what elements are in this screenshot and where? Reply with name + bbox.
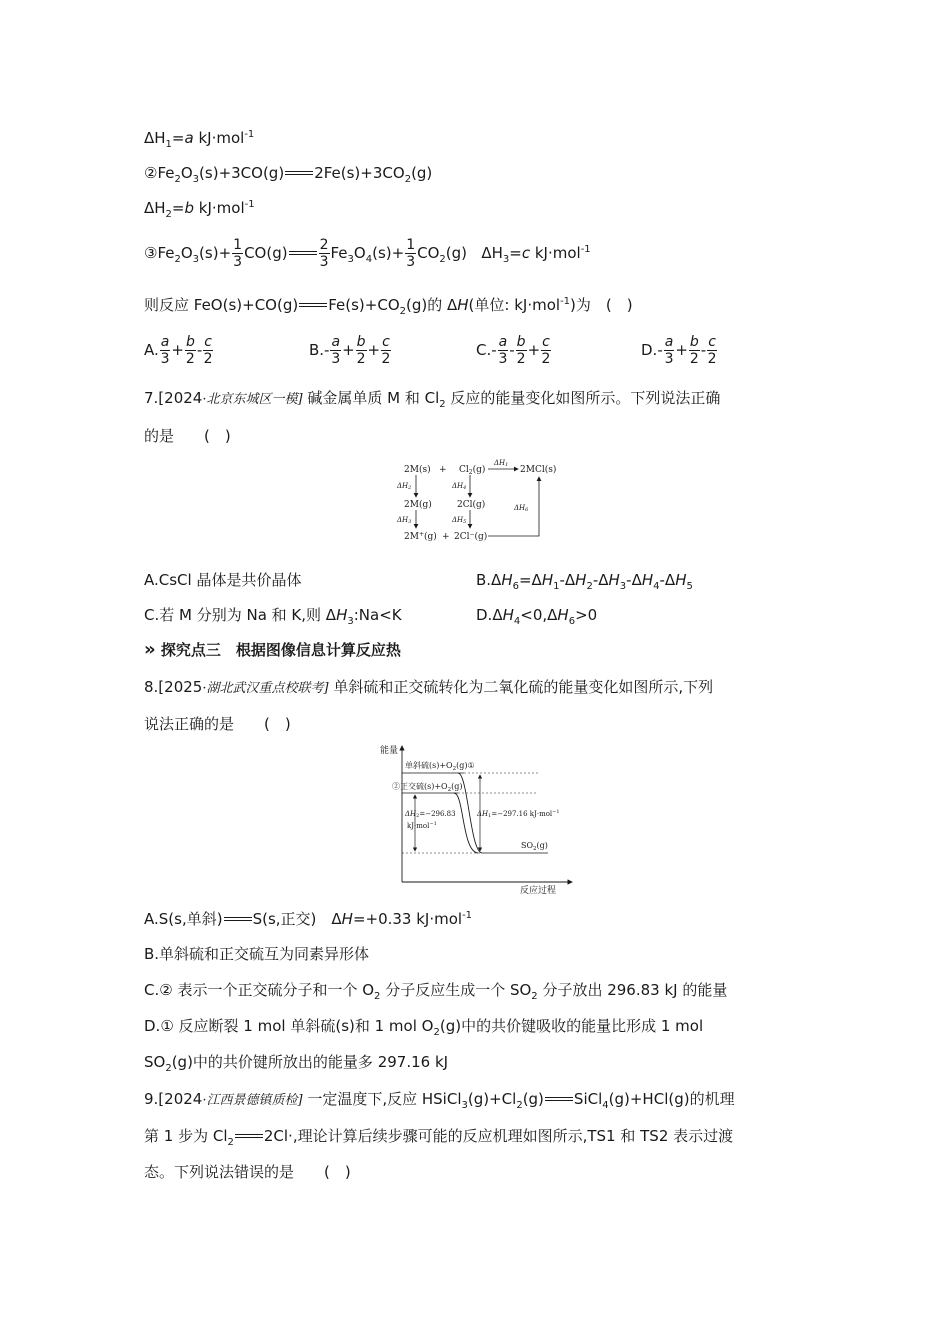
fraction: $\frac{c}{2}$: [381, 334, 391, 367]
question-7-stem: 7.[2024·北京东城区一模] 碱金属单质 M 和 $Cl_2$ 反应的能量变化如图所示。下列说法正确: [144, 389, 721, 410]
fig7-2m-s: 2M(s): [404, 465, 431, 475]
section-heading: » 探究点三 根据图像信息计算反应热: [144, 639, 401, 660]
svg-text:反应过程: 反应过程: [520, 886, 557, 896]
equals-sign-icon: [544, 1095, 574, 1105]
fraction: $\frac{c}{2}$: [541, 334, 551, 367]
svg-text:+: +: [439, 465, 447, 475]
svg-text:单斜硫(s)+O2(g)①: 单斜硫$(s)+O_2(g)①$: [405, 761, 475, 772]
svg-text:SO2(g): $SO_2(g)$: [521, 841, 548, 852]
q7-option-c: C.若 M 分别为 Na 和 K,则 $\Delta H_3:Na<K$: [144, 606, 402, 627]
fraction: $\frac{b}{2}$: [185, 334, 195, 367]
equals-sign-icon: [288, 249, 318, 259]
svg-text:2M(g): 2M(g): [404, 500, 432, 510]
svg-text:2MCl(s): 2MCl(s): [520, 465, 557, 475]
q8-option-d: D.① 反应断裂 1 mol 单斜硫(s)和 1 mol $O_2(g)$中的共价键吸收的能量比形成 1 mol: [144, 1017, 704, 1038]
q6-option-d: D.- $\frac{a}{3}$ + $\frac{b}{2}$ - $\frac{c}{2}$: [641, 334, 717, 367]
double-chevron-icon: »: [144, 639, 156, 660]
fraction: $\frac{a}{3}$: [331, 334, 341, 367]
svg-text:ΔH2=−296.83: ΔH2=−296.83: [405, 810, 456, 819]
q8-option-b: B.单斜硫和正交硫互为同素异形体: [144, 945, 370, 963]
svg-text:2M+(g): 2M+(g): [404, 531, 437, 542]
q6-option-b: B.- $\frac{a}{3}$ + $\frac{b}{2}$ + $\frac{c}{2}$: [309, 334, 391, 367]
svg-text:+: +: [442, 532, 450, 542]
born-haber-cycle-diagram: [392, 455, 557, 547]
energy-level-diagram: [378, 740, 574, 896]
svg-text:ΔH1: ΔH1: [494, 459, 509, 468]
equals-sign-icon: [298, 301, 328, 311]
svg-text:ΔH5: ΔH5: [452, 516, 467, 525]
question-8-stem: 8.[2025·湖北武汉重点校联考] 单斜硫和正交硫转化为二氧化硫的能量变化如图所示,下列: [144, 678, 714, 696]
fraction: $\frac{b}{2}$: [356, 334, 366, 367]
dh2-line: $\Delta H_2=b$ kJ·mol$^{-1}$: [144, 199, 255, 220]
question-9-stem-line2: 第 1 步为 $Cl_2$ 2Cl·,理论计算后续步骤可能的反应机理如图所示,TS1 和 TS2 表示过渡: [144, 1127, 734, 1148]
q6-option-c: C.- $\frac{a}{3}$ - $\frac{b}{2}$ + $\frac{c}{2}$: [476, 334, 551, 367]
fraction: $\frac{b}{2}$: [689, 334, 699, 367]
svg-text:2Cl−(g): 2Cl−(g): [454, 531, 488, 542]
fraction: $\frac{1}{3}$: [233, 237, 243, 270]
reaction-3: $③Fe_2O_3(s)+$ $\frac{1}{3}$ CO(g) $\frac{2}{3}$ $Fe_3O_4(s)+$ $\frac{1}{3}$ $CO_2(g)$ $\Delta H_3=c$ kJ·mol$^{-1}$: [144, 237, 591, 270]
q8-option-d-line2: $SO_2(g)$中的共价键所放出的能量多 297.16 kJ: [144, 1053, 449, 1074]
svg-text:ΔH1=−297.16 kJ·mol−1: ΔH1=−297.16 kJ·mol$^{-1}$: [477, 809, 560, 819]
svg-text:ΔH2: ΔH2: [397, 482, 412, 491]
q7-option-a: A.CsCl 晶体是共价晶体: [144, 571, 302, 589]
fraction: $\frac{a}{3}$: [498, 334, 508, 367]
question-9-stem: 9.[2024·江西景德镇质检] 一定温度下,反应 $HSiCl_3(g)+Cl_2(g)$ SiCl$_4$(g)+HCl(g)的机理: [144, 1090, 735, 1111]
q8-option-a: A.S(s,单斜) S(s,正交) ΔH=+0.33 kJ·mol$^{-1}$: [144, 910, 473, 928]
fraction: $\frac{c}{2}$: [203, 334, 213, 367]
equals-sign-icon: [223, 915, 253, 925]
svg-text:2Cl(g): 2Cl(g): [457, 500, 486, 510]
q7-option-b: $B.\Delta H_6=\Delta H_1-\Delta H_2-\Delta H_3-\Delta H_4-\Delta H_5$: [476, 571, 693, 592]
equals-sign-icon: [234, 1132, 264, 1142]
svg-text:能量: 能量: [380, 746, 399, 756]
q6-option-a: A. $\frac{a}{3}$ + $\frac{b}{2}$ - $\frac{c}{2}$: [144, 334, 213, 367]
q8-option-c: C.② 表示一个正交硫分子和一个 $O_2$ 分子反应生成一个 $SO_2$ 分子放出 296.83 kJ 的能量: [144, 981, 728, 1002]
equals-sign-icon: [284, 169, 314, 179]
q7-option-d: $D.\Delta H_4<0,\Delta H_6>0$: [476, 606, 598, 627]
question-6-stem: 则反应 FeO(s)+CO(g) $Fe(s)+CO_2(g)$的 ΔH(单位: kJ·mol$^{-1}$)为 ( ): [144, 296, 633, 317]
fraction: $\frac{2}{3}$: [319, 237, 329, 270]
question-7-stem-line2: 的是 ( ): [144, 427, 231, 445]
svg-text:ΔH4: ΔH4: [452, 482, 467, 491]
fraction: $\frac{c}{2}$: [707, 334, 717, 367]
reaction-2: $②Fe_2O_3(s)+3CO(g)$ $2Fe(s)+3CO_2(g)$: [144, 164, 433, 185]
fraction: $\frac{b}{2}$: [516, 334, 526, 367]
question-8-stem-line2: 说法正确的是 ( ): [144, 715, 291, 733]
question-9-stem-line3: 态。下列说法错误的是 ( ): [144, 1163, 351, 1181]
svg-text:kJ·mol−1: kJ·mol$^{-1}$: [407, 821, 437, 830]
fraction: $\frac{a}{3}$: [160, 334, 170, 367]
fraction: $\frac{a}{3}$: [664, 334, 674, 367]
svg-text:ΔH3: ΔH3: [397, 516, 412, 525]
svg-text:ΔH6: ΔH6: [514, 504, 529, 513]
fraction: $\frac{1}{3}$: [406, 237, 416, 270]
dh1-line: $\Delta H_1=a$ kJ·mol$^{-1}$: [144, 129, 255, 150]
svg-text:②正交硫(s)+O2(g): ②正交硫$(s)+O_2(g)$: [392, 782, 463, 793]
svg-text:Cl2(g): $Cl_2(g)$: [459, 465, 486, 476]
